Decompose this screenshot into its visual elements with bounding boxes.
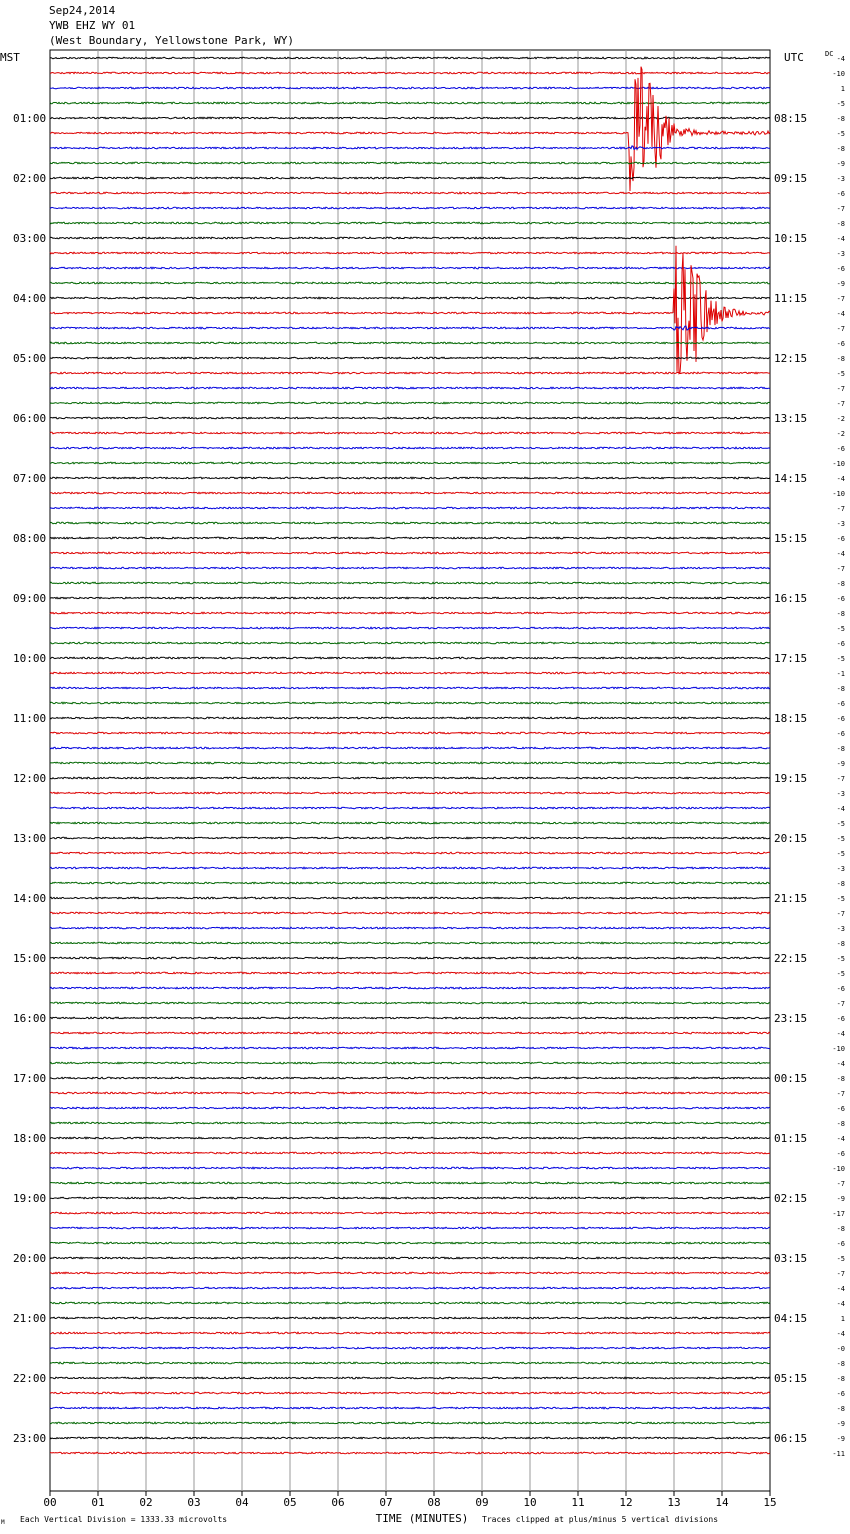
seismic-trace: [50, 702, 770, 704]
dc-offset-label: -5: [836, 835, 845, 843]
seismic-trace: [50, 822, 770, 824]
dc-offset-label: -6: [836, 595, 845, 603]
right-hour-label: 02:15: [774, 1192, 808, 1205]
seismic-trace: [50, 1017, 770, 1019]
x-tick-label: 03: [187, 1496, 201, 1509]
dc-offset-label: -4: [836, 1300, 845, 1308]
right-hour-label: 20:15: [774, 832, 808, 845]
right-hour-label: 04:15: [774, 1312, 808, 1325]
seismic-trace: [50, 372, 770, 374]
dc-offset-label: -10: [832, 490, 845, 498]
x-tick-label: 10: [523, 1496, 537, 1509]
dc-offset-label: -11: [832, 1450, 845, 1458]
right-hour-label: 22:15: [774, 952, 808, 965]
dc-offset-label: -9: [836, 1195, 845, 1203]
seismic-trace: [50, 1167, 770, 1169]
right-hour-label: 05:15: [774, 1372, 808, 1385]
dc-offset-label: -6: [836, 445, 845, 453]
seismic-trace: [50, 777, 770, 779]
left-hour-label: 15:00: [13, 952, 47, 965]
seismic-trace: [50, 1002, 770, 1004]
left-hour-label: 13:00: [13, 832, 47, 845]
dc-offset-label: -7: [836, 325, 845, 333]
seismic-trace: [50, 1422, 770, 1424]
seismic-trace: [50, 1257, 770, 1259]
seismic-trace: [50, 267, 770, 269]
dc-offset-label: -8: [836, 745, 845, 753]
right-hour-label: 06:15: [774, 1432, 808, 1445]
dc-offset-label: -6: [836, 985, 845, 993]
seismic-trace: [50, 1362, 770, 1364]
dc-offset-label: -6: [836, 1105, 845, 1113]
x-tick-label: 11: [571, 1496, 585, 1509]
dc-offset-label: -7: [836, 1180, 845, 1188]
dc-offset-label: -2: [836, 415, 845, 423]
x-tick-label: 15: [763, 1496, 777, 1509]
dc-offset-label: -8: [836, 880, 845, 888]
seismic-trace: [50, 597, 770, 599]
seismic-trace: [50, 717, 770, 719]
right-hour-label: 13:15: [774, 412, 808, 425]
dc-offset-label: -8: [836, 145, 845, 153]
left-hour-label: 18:00: [13, 1132, 47, 1145]
left-hour-label: 04:00: [13, 292, 47, 305]
dc-offset-label: -9: [836, 760, 845, 768]
seismic-trace: [50, 1437, 770, 1439]
dc-offset-label: -4: [836, 310, 845, 318]
dc-offset-label: -10: [832, 1165, 845, 1173]
dc-offset-label: -4: [836, 550, 845, 558]
seismic-trace: [50, 942, 770, 944]
dc-offset-label: -6: [836, 1390, 845, 1398]
seismic-trace: [50, 417, 770, 419]
dc-offset-label: -8: [836, 580, 845, 588]
seismic-trace: [50, 342, 770, 344]
seismic-trace: [50, 1242, 770, 1244]
dc-offset-label: -10: [832, 460, 845, 468]
seismic-trace: [50, 897, 770, 899]
dc-offset-label: -8: [836, 355, 845, 363]
left-hour-label: 03:00: [13, 232, 47, 245]
seismic-trace: [50, 447, 770, 449]
seismic-trace: [50, 762, 770, 764]
seismic-trace: [50, 326, 770, 330]
seismic-trace: [50, 87, 770, 89]
left-zone-label: MST: [0, 51, 20, 64]
right-hour-label: 17:15: [774, 652, 808, 665]
x-tick-label: 01: [91, 1496, 105, 1509]
dc-offset-label: -7: [836, 385, 845, 393]
seismic-trace: [50, 552, 770, 554]
seismic-trace: [50, 1392, 770, 1394]
dc-offset-label: -4: [836, 1030, 845, 1038]
dc-offset-label: -6: [836, 535, 845, 543]
clip-note: Traces clipped at plus/minus 5 vertical divisions: [482, 1515, 719, 1524]
seismic-trace: [50, 402, 770, 404]
dc-offset-label: -9: [836, 1435, 845, 1443]
seismic-trace: [50, 1047, 770, 1049]
dc-offset-label: -5: [836, 895, 845, 903]
seismic-trace: [50, 957, 770, 959]
dc-offset-label: -4: [836, 1285, 845, 1293]
seismic-trace: [50, 387, 770, 389]
left-hour-label: 09:00: [13, 592, 47, 605]
x-tick-label: 14: [715, 1496, 729, 1509]
dc-offset-label: -5: [836, 655, 845, 663]
seismic-trace: [50, 582, 770, 584]
seismic-trace: [50, 492, 770, 494]
dc-offset-label: -8: [836, 1225, 845, 1233]
left-hour-label: 20:00: [13, 1252, 47, 1265]
units-note: Each Vertical Division = 1333.33 microvolts: [20, 1515, 228, 1524]
seismic-trace: [50, 1032, 770, 1034]
left-hour-label: 01:00: [13, 112, 47, 125]
left-hour-label: 07:00: [13, 472, 47, 485]
dc-offset-label: -6: [836, 340, 845, 348]
dc-offset-label: -9: [836, 1420, 845, 1428]
dc-offset-label: -4: [836, 1330, 845, 1338]
right-hour-label: 12:15: [774, 352, 808, 365]
dc-offset-label: -10: [832, 1045, 845, 1053]
dc-offset-label: -5: [836, 955, 845, 963]
dc-offset-label: -3: [836, 175, 845, 183]
x-tick-label: 02: [139, 1496, 153, 1509]
right-hour-label: 15:15: [774, 532, 808, 545]
seismic-trace: [50, 67, 770, 191]
seismic-trace: [50, 912, 770, 914]
dc-offset-label: -7: [836, 775, 845, 783]
x-tick-label: 13: [667, 1496, 681, 1509]
left-hour-label: 05:00: [13, 352, 47, 365]
seismic-trace: [50, 1062, 770, 1064]
seismic-trace: [50, 672, 770, 674]
dc-offset-label: -8: [836, 1360, 845, 1368]
seismic-trace: [50, 1212, 770, 1214]
dc-offset-label: -7: [836, 400, 845, 408]
dc-offset-label: -5: [836, 625, 845, 633]
x-axis-label: TIME (MINUTES): [375, 1512, 469, 1525]
seismic-trace: [50, 1272, 770, 1274]
left-hour-label: 17:00: [13, 1072, 47, 1085]
seismic-trace: [50, 192, 770, 194]
left-hour-label: 21:00: [13, 1312, 47, 1325]
dc-offset-label: -3: [836, 790, 845, 798]
seismic-trace: [50, 747, 770, 749]
seismic-trace: [50, 1092, 770, 1094]
dc-offset-label: -7: [836, 1090, 845, 1098]
seismic-trace: [50, 612, 770, 614]
seismic-trace: [50, 567, 770, 569]
seismic-trace: [50, 282, 770, 284]
dc-offset-label: -3: [836, 520, 845, 528]
dc-offset-label: -1: [836, 670, 845, 678]
dc-offset-label: -8: [836, 940, 845, 948]
seismic-trace: [50, 687, 770, 689]
dc-offset-label: -5: [836, 970, 845, 978]
seismic-trace: [50, 852, 770, 854]
left-hour-label: 16:00: [13, 1012, 47, 1025]
seismic-trace: [50, 57, 770, 59]
seismic-trace: [50, 1122, 770, 1124]
seismic-trace: [50, 357, 770, 359]
right-hour-label: 08:15: [774, 112, 808, 125]
seismic-trace: [50, 792, 770, 794]
right-zone-label: UTC: [784, 51, 804, 64]
right-hour-label: 23:15: [774, 1012, 808, 1025]
seismic-trace: [50, 522, 770, 524]
seismic-trace: [50, 867, 770, 869]
dc-offset-label: -4: [836, 235, 845, 243]
dc-offset-label: -6: [836, 640, 845, 648]
dc-offset-label: -7: [836, 205, 845, 213]
traces: [50, 57, 770, 1454]
seismic-trace: [50, 162, 770, 164]
dc-offset-label: -3: [836, 865, 845, 873]
seismic-trace: [50, 146, 770, 150]
dc-offset-label: -5: [836, 130, 845, 138]
left-hour-label: 10:00: [13, 652, 47, 665]
seismic-trace: [50, 1197, 770, 1199]
seismic-trace: [50, 642, 770, 644]
right-hour-label: 11:15: [774, 292, 808, 305]
dc-offset-label: -6: [836, 730, 845, 738]
left-hour-label: 23:00: [13, 1432, 47, 1445]
left-hour-label: 22:00: [13, 1372, 47, 1385]
seismic-trace: [50, 102, 770, 104]
dc-offset-label: -10: [832, 70, 845, 78]
x-tick-label: 08: [427, 1496, 441, 1509]
dc-offset-label: -5: [836, 850, 845, 858]
seismic-trace: [50, 882, 770, 884]
dc-offset-label: -8: [836, 115, 845, 123]
seismic-trace: [50, 1407, 770, 1409]
seismic-trace: [50, 1077, 770, 1079]
seismic-trace: [50, 507, 770, 509]
dc-offset-label: -6: [836, 1015, 845, 1023]
seismic-trace: [50, 207, 770, 209]
dc-offset-label: -2: [836, 430, 845, 438]
seismic-trace: [50, 177, 770, 179]
dc-offset-label: -8: [836, 1075, 845, 1083]
right-hour-label: 00:15: [774, 1072, 808, 1085]
seismic-trace: [50, 1152, 770, 1154]
left-hour-label: 12:00: [13, 772, 47, 785]
right-hour-label: 14:15: [774, 472, 808, 485]
dc-offset-label: -7: [836, 295, 845, 303]
dc-offset-label: -8: [836, 610, 845, 618]
left-hour-label: 08:00: [13, 532, 47, 545]
dc-offset-label: -5: [836, 1255, 845, 1263]
dc-offset-label: -6: [836, 1240, 845, 1248]
seismic-trace: [50, 297, 770, 299]
x-tick-label: 05: [283, 1496, 297, 1509]
seismic-trace: [50, 732, 770, 734]
dc-offset-label: -7: [836, 910, 845, 918]
x-tick-label: 07: [379, 1496, 393, 1509]
right-hour-label: 03:15: [774, 1252, 808, 1265]
dc-offset-label: 1: [840, 85, 845, 93]
dc-offset-label: -7: [836, 565, 845, 573]
dc-offset-label: -8: [836, 1120, 845, 1128]
right-hour-label: 01:15: [774, 1132, 808, 1145]
seismic-trace: [50, 432, 770, 434]
x-tick-label: 12: [619, 1496, 633, 1509]
dc-offset-label: -6: [836, 190, 845, 198]
seismic-trace: [50, 1377, 770, 1379]
seismic-trace: [50, 117, 770, 119]
left-hour-label: 06:00: [13, 412, 47, 425]
dc-offset-label: 1: [840, 1315, 845, 1323]
date-label: Sep24,2014: [49, 4, 116, 17]
dc-offset-label: -17: [832, 1210, 845, 1218]
right-hour-label: 09:15: [774, 172, 808, 185]
grid: [50, 50, 770, 1496]
dc-offset-label: -8: [836, 1375, 845, 1383]
right-hour-label: 21:15: [774, 892, 808, 905]
seismic-trace: [50, 1347, 770, 1349]
seismic-trace: [50, 1287, 770, 1289]
seismic-trace: [50, 807, 770, 809]
dc-offset-label: -5: [836, 820, 845, 828]
seismic-trace: [50, 1227, 770, 1229]
dc-label: DC: [825, 50, 834, 58]
right-hour-label: 16:15: [774, 592, 808, 605]
dc-offset-label: -6: [836, 1150, 845, 1158]
dc-offset-label: -6: [836, 715, 845, 723]
dc-offset-label: -5: [836, 370, 845, 378]
dc-offset-label: -9: [836, 280, 845, 288]
corner-mark: M: [1, 1519, 5, 1526]
left-hour-label: 02:00: [13, 172, 47, 185]
plot-frame: [50, 50, 770, 1491]
seismic-trace: [50, 1182, 770, 1184]
x-tick-label: 00: [43, 1496, 57, 1509]
seismic-trace: [50, 477, 770, 479]
right-hour-label: 10:15: [774, 232, 808, 245]
seismic-trace: [50, 1137, 770, 1139]
dc-offset-label: -3: [836, 925, 845, 933]
dc-offset-label: -4: [836, 55, 845, 63]
labels: [0, 50, 845, 1526]
seismic-trace: [50, 462, 770, 464]
dc-offset-label: -7: [836, 1000, 845, 1008]
x-tick-label: 09: [475, 1496, 489, 1509]
right-hour-label: 19:15: [774, 772, 808, 785]
x-tick-label: 04: [235, 1496, 249, 1509]
left-hour-label: 14:00: [13, 892, 47, 905]
seismic-trace: [50, 72, 770, 74]
seismic-trace: [50, 237, 770, 239]
seismic-trace: [50, 837, 770, 839]
dc-offset-label: -7: [836, 1270, 845, 1278]
seismic-trace: [50, 972, 770, 974]
left-hour-label: 11:00: [13, 712, 47, 725]
seismic-trace: [50, 1302, 770, 1304]
dc-offset-label: -6: [836, 265, 845, 273]
seismic-trace: [50, 627, 770, 629]
seismic-trace: [50, 927, 770, 929]
dc-offset-label: -7: [836, 505, 845, 513]
dc-offset-label: -6: [836, 700, 845, 708]
seismic-trace: [50, 1332, 770, 1334]
seismic-trace: [50, 1317, 770, 1319]
dc-offset-label: -4: [836, 475, 845, 483]
seismic-trace: [50, 537, 770, 539]
dc-offset-label: -4: [836, 805, 845, 813]
left-hour-label: 19:00: [13, 1192, 47, 1205]
dc-offset-label: -9: [836, 160, 845, 168]
right-hour-label: 18:15: [774, 712, 808, 725]
seismic-trace: [50, 1452, 770, 1454]
seismic-trace: [50, 222, 770, 224]
dc-offset-label: -4: [836, 1060, 845, 1068]
dc-offset-label: -3: [836, 250, 845, 258]
dc-offset-label: -8: [836, 1405, 845, 1413]
station-label: YWB EHZ WY 01: [49, 19, 136, 32]
dc-offset-label: -8: [836, 685, 845, 693]
x-tick-label: 06: [331, 1496, 345, 1509]
seismic-trace: [50, 987, 770, 989]
dc-offset-label: -4: [836, 1135, 845, 1143]
location-label: (West Boundary, Yellowstone Park, WY): [49, 34, 295, 47]
seismic-trace: [50, 1107, 770, 1109]
dc-offset-label: -0: [836, 1345, 845, 1353]
dc-offset-label: -8: [836, 220, 845, 228]
dc-offset-label: -5: [836, 100, 845, 108]
seismic-trace: [50, 246, 770, 374]
seismic-trace: [50, 252, 770, 254]
seismic-trace: [50, 657, 770, 659]
